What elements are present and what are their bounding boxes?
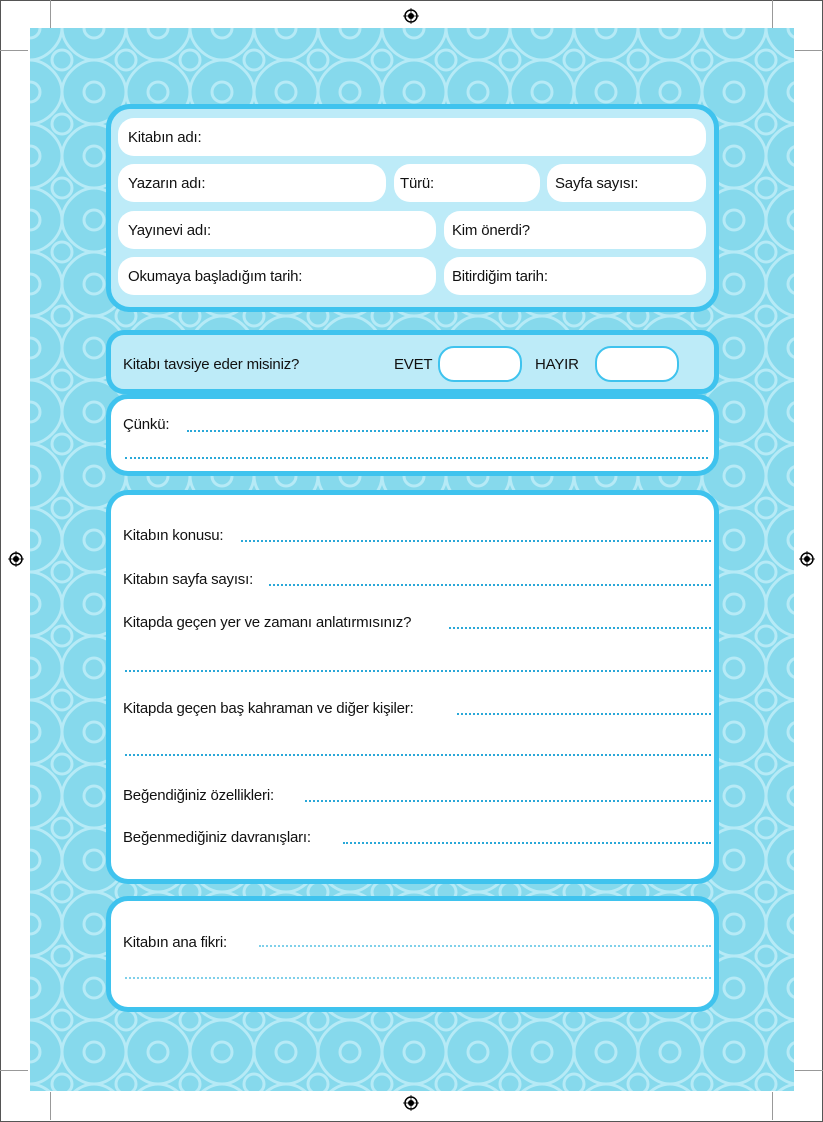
- author-field[interactable]: [118, 164, 386, 202]
- disliked-label: Beğenmediğiniz davranışları:: [123, 829, 311, 846]
- crop-mark: [795, 1070, 823, 1071]
- pages-label: Kitabın sayfa sayısı:: [123, 571, 254, 588]
- yes-checkbox[interactable]: [438, 346, 522, 382]
- registration-mark-icon: [8, 551, 24, 567]
- crop-mark: [50, 1092, 51, 1120]
- details-card: [106, 490, 719, 884]
- recommender-field[interactable]: [444, 211, 706, 249]
- book-name-label: Kitabın adı:: [128, 129, 202, 146]
- crop-mark: [50, 0, 51, 28]
- no-checkbox[interactable]: [595, 346, 679, 382]
- registration-mark-icon: [403, 1095, 419, 1111]
- place-time-answer-line[interactable]: [449, 627, 711, 629]
- because-label: Çünkü:: [123, 416, 170, 433]
- main-idea-answer-line-2[interactable]: [125, 977, 711, 979]
- page-count-field[interactable]: [547, 164, 706, 202]
- liked-label: Beğendiğiniz özellikleri:: [123, 787, 274, 804]
- characters-label: Kitapda geçen baş kahraman ve diğer kişiler:: [123, 700, 414, 717]
- crop-mark: [772, 0, 773, 28]
- start-date-field[interactable]: [118, 257, 436, 295]
- main-idea-label: Kitabın ana fikri:: [123, 934, 227, 951]
- publisher-label: Yayınevi adı:: [128, 222, 212, 239]
- recommend-question: Kitabı tavsiye eder misiniz?: [123, 356, 300, 373]
- crop-mark: [795, 50, 823, 51]
- main-idea-card: [106, 896, 719, 1012]
- end-date-label: Bitirdiğim tarih:: [452, 268, 548, 285]
- registration-mark-icon: [799, 551, 815, 567]
- publisher-field[interactable]: [118, 211, 436, 249]
- because-answer-line[interactable]: [187, 430, 708, 432]
- main-idea-answer-line[interactable]: [259, 945, 711, 947]
- crop-mark: [772, 1092, 773, 1120]
- genre-label: Türü:: [400, 175, 435, 192]
- subject-answer-line[interactable]: [241, 540, 711, 542]
- end-date-field[interactable]: [444, 257, 706, 295]
- subject-label: Kitabın konusu:: [123, 527, 224, 544]
- yes-label: EVET: [394, 356, 433, 373]
- recommender-label: Kim önerdi?: [452, 222, 530, 239]
- genre-field[interactable]: [394, 164, 540, 202]
- because-card: [106, 394, 719, 476]
- disliked-answer-line[interactable]: [343, 842, 711, 844]
- place-time-label: Kitapda geçen yer ve zamanı anlatırmısınız?: [123, 614, 412, 631]
- pages-answer-line[interactable]: [269, 584, 711, 586]
- crop-mark: [0, 50, 28, 51]
- recommend-panel: [106, 330, 719, 394]
- no-label: HAYIR: [535, 356, 579, 373]
- start-date-label: Okumaya başladığım tarih:: [128, 268, 303, 285]
- registration-mark-icon: [403, 8, 419, 24]
- crop-mark: [0, 1070, 28, 1071]
- characters-answer-line[interactable]: [457, 713, 711, 715]
- author-label: Yazarın adı:: [128, 175, 206, 192]
- book-name-field[interactable]: [118, 118, 706, 156]
- liked-answer-line[interactable]: [305, 800, 711, 802]
- page-count-label: Sayfa sayısı:: [555, 175, 639, 192]
- place-time-answer-line-2[interactable]: [125, 670, 711, 672]
- because-answer-line-2[interactable]: [125, 457, 708, 459]
- characters-answer-line-2[interactable]: [125, 754, 711, 756]
